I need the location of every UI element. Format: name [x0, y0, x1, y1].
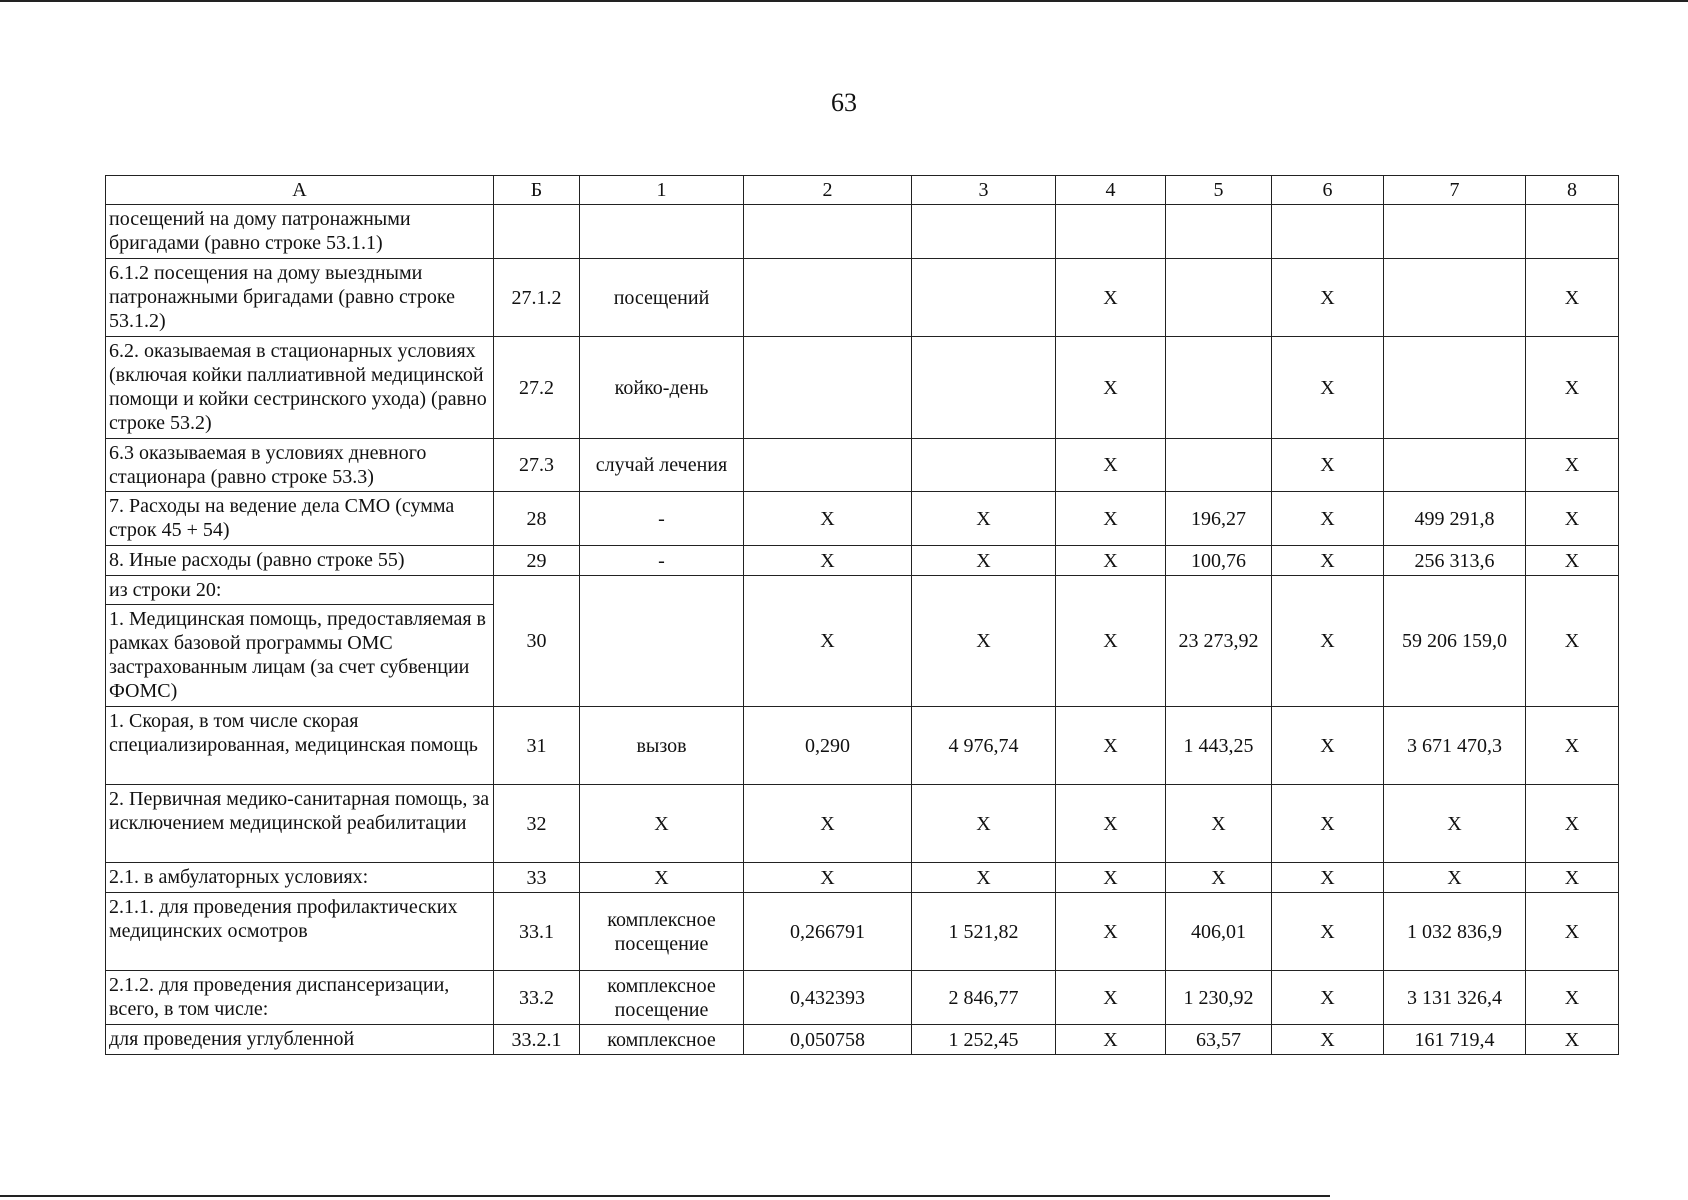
column-header: А: [106, 176, 494, 205]
table-row: [106, 971, 1619, 1025]
cell-col-3: [912, 337, 1056, 439]
cell-col-2: [744, 337, 912, 439]
cell-col-2: Х: [744, 785, 912, 863]
cell-col-2: [744, 205, 912, 259]
cell-col-5: [1166, 205, 1272, 259]
table-row: [106, 707, 1619, 785]
cell-col-4: Х: [1056, 971, 1166, 1025]
cell-col-5: 406,01: [1166, 893, 1272, 971]
cell-col-3: [912, 439, 1056, 492]
cell-col-2: Х: [744, 492, 912, 546]
cell-col-2: 0,266791: [744, 893, 912, 971]
cell-col-6: Х: [1272, 893, 1384, 971]
cell-col-6: Х: [1272, 259, 1384, 337]
cell-col-8: Х: [1526, 785, 1619, 863]
cell-code: 27.1.2: [494, 259, 580, 337]
cell-col-6: Х: [1272, 337, 1384, 439]
cell-col-7: 499 291,8: [1384, 492, 1526, 546]
cell-col-6: [1272, 205, 1384, 259]
cell-col-8: Х: [1526, 492, 1619, 546]
cell-col-6: Х: [1272, 439, 1384, 492]
table-row: [106, 259, 1619, 337]
cell-name: 6.1.2 посещения на дому выездными патронажными бригадами (равно строке 53.1.2): [106, 259, 494, 337]
column-header: Б: [494, 176, 580, 205]
scan-edge-top: [0, 0, 1688, 2]
cell-col-6: Х: [1272, 1025, 1384, 1055]
table-row: [106, 576, 1619, 605]
cell-col-5: 100,76: [1166, 546, 1272, 576]
column-header: 4: [1056, 176, 1166, 205]
cell-col-4: Х: [1056, 439, 1166, 492]
table-row: [106, 337, 1619, 439]
cell-code: 27.2: [494, 337, 580, 439]
cell-col-8: Х: [1526, 576, 1619, 707]
cell-unit: [580, 205, 744, 259]
cell-col-4: Х: [1056, 1025, 1166, 1055]
cell-name: 8. Иные расходы (равно строке 55): [106, 546, 494, 576]
cell-col-3: 1 521,82: [912, 893, 1056, 971]
cell-name: 1. Медицинская помощь, предоставляемая в рамках базовой программы ОМС застрахованным лицам (за счет субвенции ФОМС): [106, 605, 494, 707]
cell-col-7: 256 313,6: [1384, 546, 1526, 576]
cell-code: 33.2: [494, 971, 580, 1025]
cell-col-7: Х: [1384, 863, 1526, 893]
cell-col-3: Х: [912, 492, 1056, 546]
cell-col-3: Х: [912, 576, 1056, 707]
table-row: [106, 863, 1619, 893]
cell-unit: посещений: [580, 259, 744, 337]
column-header: 8: [1526, 176, 1619, 205]
cell-unit: Х: [580, 863, 744, 893]
cell-col-8: Х: [1526, 439, 1619, 492]
cell-col-3: Х: [912, 863, 1056, 893]
cell-name: 2.1. в амбулаторных условиях:: [106, 863, 494, 893]
cell-col-4: Х: [1056, 863, 1166, 893]
cell-code: 30: [494, 576, 580, 707]
cell-col-4: Х: [1056, 707, 1166, 785]
table-row: [106, 439, 1619, 492]
cell-col-6: Х: [1272, 785, 1384, 863]
cell-col-5: [1166, 337, 1272, 439]
cell-col-8: Х: [1526, 707, 1619, 785]
cell-col-3: 1 252,45: [912, 1025, 1056, 1055]
cell-col-5: 23 273,92: [1166, 576, 1272, 707]
cell-col-5: Х: [1166, 785, 1272, 863]
table-row: [106, 546, 1619, 576]
cell-code: 33.2.1: [494, 1025, 580, 1055]
cell-col-2: 0,432393: [744, 971, 912, 1025]
cell-col-2: 0,050758: [744, 1025, 912, 1055]
cell-col-7: 59 206 159,0: [1384, 576, 1526, 707]
column-header: 7: [1384, 176, 1526, 205]
cell-unit: комплексное посещение: [580, 893, 744, 971]
cell-col-7: Х: [1384, 785, 1526, 863]
cell-col-7: [1384, 337, 1526, 439]
cell-col-7: 3 131 326,4: [1384, 971, 1526, 1025]
cell-col-7: 1 032 836,9: [1384, 893, 1526, 971]
cell-col-8: Х: [1526, 893, 1619, 971]
cell-col-6: Х: [1272, 707, 1384, 785]
cell-unit: случай лечения: [580, 439, 744, 492]
cell-col-3: 2 846,77: [912, 971, 1056, 1025]
cell-col-2: Х: [744, 576, 912, 707]
cell-col-4: [1056, 205, 1166, 259]
cell-code: 33: [494, 863, 580, 893]
cell-col-3: 4 976,74: [912, 707, 1056, 785]
cell-col-7: [1384, 439, 1526, 492]
cell-col-5: 1 230,92: [1166, 971, 1272, 1025]
cell-col-5: 1 443,25: [1166, 707, 1272, 785]
cell-name: 2.1.2. для проведения диспансеризации, всего, в том числе:: [106, 971, 494, 1025]
cell-col-8: Х: [1526, 863, 1619, 893]
cell-code: 32: [494, 785, 580, 863]
column-header: 6: [1272, 176, 1384, 205]
table-row: [106, 205, 1619, 259]
cell-col-6: Х: [1272, 546, 1384, 576]
cell-code: 28: [494, 492, 580, 546]
cell-unit: -: [580, 492, 744, 546]
cell-name: для проведения углубленной: [106, 1025, 494, 1055]
row-group-heading: из строки 20:: [106, 576, 494, 605]
cell-col-7: [1384, 259, 1526, 337]
cell-col-4: Х: [1056, 785, 1166, 863]
cell-unit: [580, 576, 744, 707]
cell-col-5: [1166, 439, 1272, 492]
cell-col-8: Х: [1526, 971, 1619, 1025]
cell-code: 29: [494, 546, 580, 576]
cell-col-3: [912, 259, 1056, 337]
column-header: 3: [912, 176, 1056, 205]
cell-name: 2. Первичная медико-санитарная помощь, за исключением медицинской реабилитации: [106, 785, 494, 863]
cell-col-6: Х: [1272, 971, 1384, 1025]
cell-name: посещений на дому патронажными бригадами (равно строке 53.1.1): [106, 205, 494, 259]
cell-name: 6.3 оказываемая в условиях дневного стационара (равно строке 53.3): [106, 439, 494, 492]
cell-col-4: Х: [1056, 576, 1166, 707]
cell-col-4: Х: [1056, 259, 1166, 337]
cell-col-3: [912, 205, 1056, 259]
cell-name: 1. Скорая, в том числе скорая специализированная, медицинская помощь: [106, 707, 494, 785]
cell-col-8: Х: [1526, 259, 1619, 337]
table-row: [106, 492, 1619, 546]
table-row: [106, 893, 1619, 971]
table-row: [106, 785, 1619, 863]
column-header: 1: [580, 176, 744, 205]
cell-col-7: [1384, 205, 1526, 259]
cell-col-2: Х: [744, 863, 912, 893]
cell-col-8: Х: [1526, 1025, 1619, 1055]
cell-unit: комплексное посещение: [580, 971, 744, 1025]
cell-col-2: Х: [744, 546, 912, 576]
cell-col-3: Х: [912, 785, 1056, 863]
column-header: 2: [744, 176, 912, 205]
cell-unit: -: [580, 546, 744, 576]
column-header-row: [106, 176, 1619, 205]
data-table: [105, 175, 1619, 1055]
cell-col-4: Х: [1056, 893, 1166, 971]
cell-code: 27.3: [494, 439, 580, 492]
cell-col-2: [744, 259, 912, 337]
cell-col-6: Х: [1272, 576, 1384, 707]
cell-col-3: Х: [912, 546, 1056, 576]
cell-col-2: 0,290: [744, 707, 912, 785]
table-row: [106, 1025, 1619, 1055]
cell-col-7: 161 719,4: [1384, 1025, 1526, 1055]
cell-unit: койко-день: [580, 337, 744, 439]
cell-col-5: 63,57: [1166, 1025, 1272, 1055]
cell-name: 6.2. оказываемая в стационарных условиях (включая койки паллиативной медицинской помощи и койки сестринского ухода) (равно строке 53.2): [106, 337, 494, 439]
cell-code: [494, 205, 580, 259]
cell-col-8: Х: [1526, 337, 1619, 439]
column-header: 5: [1166, 176, 1272, 205]
cell-name: 7. Расходы на ведение дела СМО (сумма строк 45 + 54): [106, 492, 494, 546]
cell-col-5: 196,27: [1166, 492, 1272, 546]
cell-col-5: [1166, 259, 1272, 337]
cell-unit: Х: [580, 785, 744, 863]
cell-col-8: Х: [1526, 546, 1619, 576]
cell-unit: вызов: [580, 707, 744, 785]
cell-col-6: Х: [1272, 492, 1384, 546]
cell-col-5: Х: [1166, 863, 1272, 893]
cell-col-4: Х: [1056, 492, 1166, 546]
cell-code: 33.1: [494, 893, 580, 971]
cell-code: 31: [494, 707, 580, 785]
cell-name: 2.1.1. для проведения профилактических медицинских осмотров: [106, 893, 494, 971]
scan-edge-bottom: [0, 1195, 1330, 1197]
cell-unit: комплексное: [580, 1025, 744, 1055]
cell-col-7: 3 671 470,3: [1384, 707, 1526, 785]
cell-col-8: [1526, 205, 1619, 259]
page-number: 63: [831, 88, 857, 117]
cell-col-4: Х: [1056, 337, 1166, 439]
cell-col-6: Х: [1272, 863, 1384, 893]
cell-col-2: [744, 439, 912, 492]
cell-col-4: Х: [1056, 546, 1166, 576]
